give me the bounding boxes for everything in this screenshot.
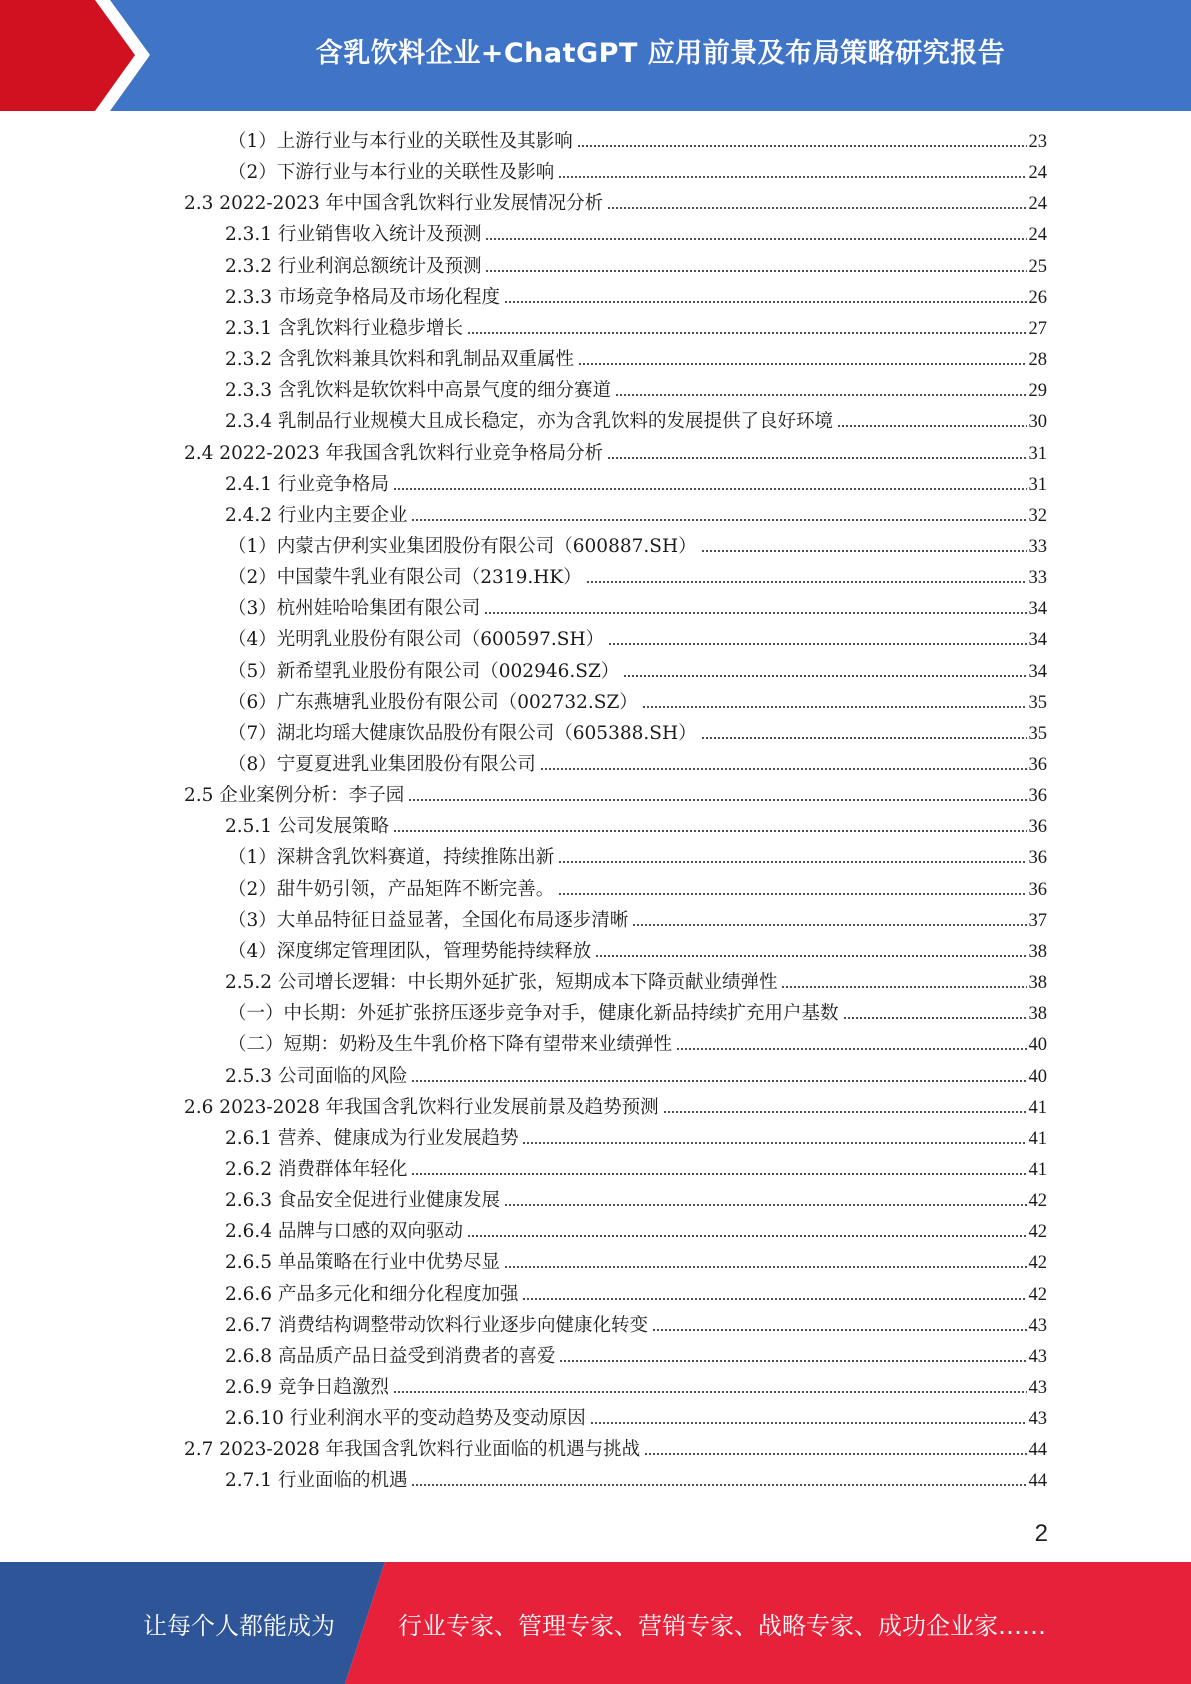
toc-entry-title: 2.6.2 消费群体年轻化 <box>225 1158 408 1180</box>
toc-entry-title: 2.7.1 行业面临的机遇 <box>225 1470 408 1492</box>
toc-entry-page: 35 <box>1028 723 1047 744</box>
toc-entry[interactable] <box>225 502 1047 530</box>
toc-entry-title: （2）中国蒙牛乳业有限公司（2319.HK） <box>228 567 582 589</box>
toc-entry-page: 34 <box>1028 599 1047 620</box>
toc-leader-dots <box>504 296 1027 304</box>
toc-entry-title: 2.3.2 行业利润总额统计及预测 <box>225 255 482 277</box>
toc-entry[interactable] <box>225 377 1047 405</box>
toc-entry[interactable] <box>228 751 1047 779</box>
toc-entry-title: 2.3.4 乳制品行业规模大且成长稳定，亦为含乳饮料的发展提供了良好环境 <box>225 411 833 433</box>
toc-leader-dots <box>522 1293 1026 1301</box>
toc-entry-title: 2.6.7 消费结构调整带动饮料行业逐步向健康化转变 <box>225 1314 648 1336</box>
toc-entry-title: 2.6.5 单品策略在行业中优势尽显 <box>225 1252 500 1274</box>
toc-entry-title: 2.7 2023-2028 年我国含乳饮料行业面临的机遇与挑战 <box>184 1439 641 1461</box>
toc-entry[interactable] <box>228 876 1047 904</box>
toc-entry-page: 36 <box>1028 817 1047 838</box>
red-chevron-icon <box>0 0 160 111</box>
toc-entry-title: 2.6.1 营养、健康成为行业发展趋势 <box>225 1127 519 1149</box>
toc-entry[interactable] <box>225 253 1047 281</box>
toc-entry-page: 36 <box>1028 848 1047 869</box>
toc-leader-dots <box>411 1075 1026 1083</box>
toc-entry-title: （4）光明乳业股份有限公司（600597.SH） <box>228 629 605 651</box>
toc-leader-dots <box>504 1199 1027 1207</box>
toc-entry-page: 34 <box>1028 630 1047 651</box>
toc-entry-title: （1）深耕含乳饮料赛道，持续推陈出新 <box>228 847 555 869</box>
toc-entry[interactable] <box>228 658 1047 686</box>
toc-leader-dots <box>558 888 1026 896</box>
toc-entry-title: （3）杭州娃哈哈集团有限公司 <box>228 598 481 620</box>
toc-entry[interactable] <box>225 1125 1047 1153</box>
toc-leader-dots <box>484 607 1026 615</box>
toc-entry-page: 31 <box>1028 474 1047 495</box>
toc-leader-dots <box>644 1448 1026 1456</box>
toc-leader-dots <box>652 1324 1027 1332</box>
toc-entry[interactable] <box>225 1249 1047 1277</box>
toc-entry-page: 41 <box>1028 1159 1047 1180</box>
toc-entry-title: （二）短期：奶粉及生牛乳价格下降有望带来业绩弹性 <box>228 1034 673 1056</box>
toc-entry[interactable] <box>184 782 1047 810</box>
toc-leader-dots <box>485 265 1026 273</box>
toc-entry-title: 2.3.2 含乳饮料兼具饮料和乳制品双重属性 <box>225 349 574 371</box>
report-footer <box>0 1562 1191 1684</box>
toc-entry-page: 26 <box>1028 287 1047 308</box>
toc-entry-page: 32 <box>1028 505 1047 526</box>
toc-entry[interactable] <box>225 813 1047 841</box>
toc-leader-dots <box>393 825 1027 833</box>
toc-leader-dots <box>642 701 1027 709</box>
toc-entry-title: 2.6.3 食品安全促进行业健康发展 <box>225 1190 500 1212</box>
toc-entry-page: 37 <box>1028 910 1047 931</box>
toc-entry-page: 27 <box>1028 318 1047 339</box>
toc-entry-page: 44 <box>1028 1471 1047 1492</box>
toc-leader-dots <box>540 763 1027 771</box>
report-title: 含乳饮料企业+ChatGPT 应用前景及布局策略研究报告 <box>315 37 1006 69</box>
toc-entry-title: 2.5.1 公司发展策略 <box>225 816 389 838</box>
toc-entry-title: 2.5 企业案例分析：李子园 <box>184 785 405 807</box>
toc-leader-dots <box>701 732 1027 740</box>
toc-entry-title: 2.3 2022-2023 年中国含乳饮料行业发展情况分析 <box>184 193 604 215</box>
toc-entry-title: 2.6.10 行业利润水平的变动趋势及变动原因 <box>225 1408 586 1430</box>
toc-entry-page: 41 <box>1028 1128 1047 1149</box>
toc-entry[interactable] <box>225 1156 1047 1184</box>
toc-entry-page: 25 <box>1028 256 1047 277</box>
toc-leader-dots <box>558 856 1026 864</box>
toc-entry-title: 2.6 2023-2028 年我国含乳饮料行业发展前景及趋势预测 <box>184 1096 659 1118</box>
toc-entry[interactable] <box>228 720 1047 748</box>
toc-leader-dots <box>663 1106 1027 1114</box>
toc-entry[interactable] <box>228 128 1047 156</box>
toc-entry[interactable] <box>225 1343 1047 1371</box>
toc-entry-title: 2.6.4 品牌与口感的双向驱动 <box>225 1221 463 1243</box>
toc-entry[interactable] <box>225 471 1047 499</box>
toc-entry-page: 35 <box>1028 692 1047 713</box>
toc-leader-dots <box>623 670 1026 678</box>
toc-entry-title: （4）深度绑定管理团队，管理势能持续释放 <box>228 940 592 962</box>
toc-entry[interactable] <box>225 346 1047 374</box>
toc-entry[interactable] <box>225 1063 1047 1091</box>
toc-entry-title: （1）内蒙古伊利实业集团股份有限公司（600887.SH） <box>228 535 697 557</box>
toc-entry[interactable] <box>228 1000 1047 1028</box>
toc-leader-dots <box>577 140 1027 148</box>
toc-entry-page: 44 <box>1028 1440 1047 1461</box>
toc-entry-page: 33 <box>1028 536 1047 557</box>
toc-entry-page: 43 <box>1028 1346 1047 1367</box>
toc-entry-title: 2.5.3 公司面临的风险 <box>225 1065 408 1087</box>
toc-entry-page: 23 <box>1028 132 1047 152</box>
toc-entry-title: （5）新希望乳业股份有限公司（002946.SZ） <box>228 660 620 682</box>
toc-entry[interactable] <box>225 1467 1047 1495</box>
toc-entry-page: 36 <box>1028 879 1047 900</box>
toc-leader-dots <box>608 638 1026 646</box>
toc-entry-title: （一）中长期：外延扩张挤压逐步竞争对手，健康化新品持续扩充用户基数 <box>228 1003 839 1025</box>
toc-entry-page: 38 <box>1028 973 1047 994</box>
toc-entry-title: 2.3.3 含乳饮料是软饮料中高景气度的细分赛道 <box>225 380 611 402</box>
toc-leader-dots <box>843 1012 1027 1020</box>
toc-leader-dots <box>467 1230 1027 1238</box>
toc-entry-page: 42 <box>1028 1284 1047 1305</box>
toc-leader-dots <box>607 202 1026 210</box>
toc-leader-dots <box>411 514 1026 522</box>
toc-entry-page: 30 <box>1028 412 1047 433</box>
toc-entry-page: 43 <box>1028 1315 1047 1336</box>
toc-entry[interactable] <box>225 1281 1047 1309</box>
toc-entry-title: （2）下游行业与本行业的关联性及影响 <box>228 162 555 184</box>
toc-entry-title: （7）湖北均瑶大健康饮品股份有限公司（605388.SH） <box>228 722 697 744</box>
toc-entry-title: 2.6.8 高品质产品日益受到消费者的喜爱 <box>225 1345 556 1367</box>
toc-entry-title: （3）大单品特征日益显著，全国化布局逐步清晰 <box>228 909 629 931</box>
toc-entry[interactable] <box>225 221 1047 249</box>
toc-entry-title: 2.4.2 行业内主要企业 <box>225 504 408 526</box>
toc-entry-page: 36 <box>1028 786 1047 807</box>
toc-entry[interactable] <box>228 626 1047 654</box>
toc-entry[interactable] <box>225 408 1047 436</box>
toc-entry[interactable] <box>184 1436 1047 1464</box>
toc-entry[interactable] <box>225 1374 1047 1402</box>
toc-entry[interactable] <box>225 1218 1047 1246</box>
toc-leader-dots <box>504 1261 1027 1269</box>
toc-leader-dots <box>411 1479 1026 1487</box>
toc-entry[interactable] <box>228 938 1047 966</box>
toc-entry-page: 29 <box>1028 381 1047 402</box>
toc-leader-dots <box>393 1386 1027 1394</box>
toc-leader-dots <box>558 171 1026 179</box>
toc-leader-dots <box>590 1417 1027 1425</box>
toc-entry[interactable] <box>225 1187 1047 1215</box>
toc-leader-dots <box>595 950 1026 958</box>
toc-entry-title: 2.4.1 行业竞争格局 <box>225 473 389 495</box>
toc-entry-title: 2.5.2 公司增长逻辑：中长期外延扩张，短期成本下降贡献业绩弹性 <box>225 972 778 994</box>
toc-leader-dots <box>467 327 1027 335</box>
toc-leader-dots <box>781 981 1026 989</box>
toc-entry[interactable] <box>228 564 1047 592</box>
toc-entry-page: 36 <box>1028 755 1047 775</box>
toc-entry[interactable] <box>225 1312 1047 1340</box>
toc-entry-page: 34 <box>1028 661 1047 682</box>
toc-entry-title: 2.3.3 市场竞争格局及市场化程度 <box>225 286 500 308</box>
toc-leader-dots <box>559 1355 1026 1363</box>
toc-entry[interactable] <box>228 907 1047 935</box>
toc-leader-dots <box>485 233 1026 241</box>
toc-leader-dots <box>632 919 1026 927</box>
toc-entry[interactable] <box>225 1405 1047 1433</box>
toc-entry-page: 41 <box>1028 1097 1047 1118</box>
toc-entry-page: 42 <box>1028 1253 1047 1274</box>
toc-entry[interactable] <box>228 533 1047 561</box>
toc-leader-dots <box>411 1168 1026 1176</box>
toc-entry-title: 2.3.1 行业销售收入统计及预测 <box>225 224 482 246</box>
toc-entry-page: 42 <box>1028 1222 1047 1243</box>
toc-entry-title: 2.6.6 产品多元化和细分化程度加强 <box>225 1283 519 1305</box>
toc-entry[interactable] <box>225 315 1047 343</box>
page-number: 2 <box>1034 1520 1048 1547</box>
toc-leader-dots <box>607 452 1026 460</box>
report-header <box>0 0 1191 111</box>
toc-entry-page: 43 <box>1028 1409 1047 1430</box>
toc-entry-page: 42 <box>1028 1191 1047 1212</box>
toc-entry-page: 38 <box>1028 1004 1047 1025</box>
toc-leader-dots <box>586 576 1027 584</box>
footer-slogan-right: 行业专家、管理专家、营销专家、战略专家、成功企业家…… <box>398 1611 1046 1640</box>
toc-entry-title: 2.6.9 竞争日趋激烈 <box>225 1377 389 1398</box>
toc-entry-page: 38 <box>1028 941 1047 962</box>
toc-entry-title: （1）上游行业与本行业的关联性及其影响 <box>228 131 573 152</box>
toc-entry[interactable] <box>225 284 1047 312</box>
toc-entry-page: 28 <box>1028 350 1047 371</box>
toc-leader-dots <box>408 794 1026 802</box>
toc-entry-page: 24 <box>1028 163 1047 184</box>
toc-entry-page: 40 <box>1028 1035 1047 1056</box>
toc-entry-title: （2）甜牛奶引领，产品矩阵不断完善。 <box>228 878 555 900</box>
toc-entry[interactable] <box>228 844 1047 872</box>
toc-leader-dots <box>615 389 1027 397</box>
toc-entry-page: 24 <box>1028 225 1047 246</box>
toc-leader-dots <box>522 1137 1026 1145</box>
toc-entry-title: 2.4 2022-2023 年我国含乳饮料行业竞争格局分析 <box>184 442 604 464</box>
toc-entry-page: 43 <box>1028 1378 1047 1398</box>
toc-entry-page: 24 <box>1028 194 1047 215</box>
toc-entry[interactable] <box>184 440 1047 468</box>
toc-entry-title: （8）宁夏夏进乳业集团股份有限公司 <box>228 754 536 775</box>
toc-leader-dots <box>837 420 1027 428</box>
toc-entry[interactable] <box>228 689 1047 717</box>
toc-entry-title: 2.3.1 含乳饮料行业稳步增长 <box>225 317 463 339</box>
toc-leader-dots <box>393 483 1027 491</box>
toc-entry[interactable] <box>228 159 1047 187</box>
toc-leader-dots <box>701 545 1027 553</box>
toc-entry-page: 31 <box>1028 443 1047 464</box>
toc-entry[interactable] <box>228 595 1047 623</box>
toc-entry[interactable] <box>228 1031 1047 1059</box>
toc-entry-page: 33 <box>1028 568 1047 589</box>
toc-leader-dots <box>578 358 1027 366</box>
toc-entry-title: （6）广东燕塘乳业股份有限公司（002732.SZ） <box>228 691 638 713</box>
toc-entry[interactable] <box>184 1094 1047 1122</box>
toc-leader-dots <box>676 1043 1026 1051</box>
toc-entry[interactable] <box>184 190 1047 218</box>
footer-slogan-left: 让每个人都能成为 <box>143 1611 335 1640</box>
toc-entry[interactable] <box>225 969 1047 997</box>
toc-entry-page: 40 <box>1028 1066 1047 1087</box>
